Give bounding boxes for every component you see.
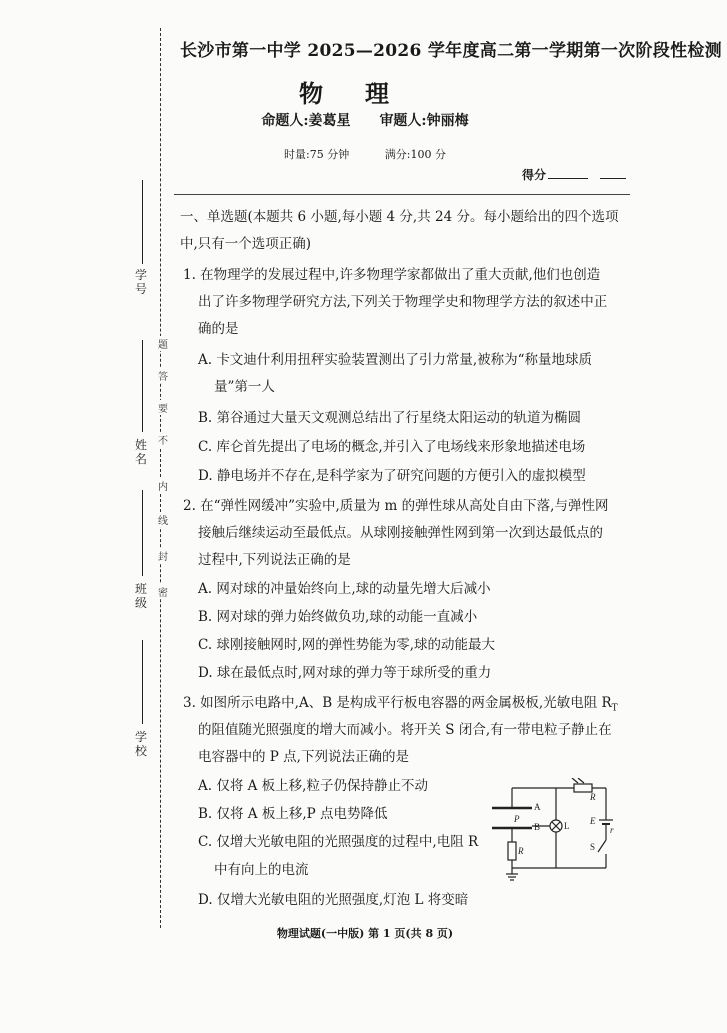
seal-char: 密 [156,584,170,599]
section-heading: 一、单选题(本题共 6 小题,每小题 4 分,共 24 分。每小题给出的四个选项 [180,209,619,225]
question-3-option-a: A. 仅将 A 板上移,粒子仍保持静止不动 [198,778,428,794]
time-info [180,146,550,162]
seal-char: 内 [156,478,170,493]
question-3-stem [183,694,623,718]
label-r: R [518,846,524,856]
question-3-stem-text: 3. 如图所示电路中,A、B 是构成平行板电容器的两金属极板,光敏电阻 R [183,695,612,711]
seal-char: 要 [156,400,170,415]
question-2-stem: 2. 在“弹性网缓冲”实验中,质量为 m 的弹性球从高处自由下落,与弹性网 [183,498,609,514]
reviewer-name: 审题人:钟丽梅 [379,113,469,129]
question-3-stem: 的阻值随光照强度的增大而减小。将开关 S 闭合,有一带电粒子静止在 [198,722,612,738]
resistor-r [508,842,516,860]
question-1-option-b: B. 第谷通过大量天文观测总结出了行星绕太阳运动的轨道为椭圆 [198,410,582,426]
school-line [142,640,143,724]
label-p: P [514,814,520,824]
score-blank[interactable] [548,178,588,179]
exam-title: 长沙市第一中学 2025—2026 学年度高二第一学期第一次阶段性检测 [180,41,722,61]
switch-s [598,840,606,852]
seal-char: 题 [156,336,170,351]
student-id-label: 学 号 [134,268,147,296]
seal-char: 线 [156,512,170,527]
name-label: 姓 名 [134,438,147,466]
section-heading-cont: 中,只有一个选项正确) [180,236,312,252]
question-2-stem: 过程中,下列说法正确的是 [198,552,351,568]
seal-char: 不 [156,432,170,447]
question-1-stem: 出了许多物理学研究方法,下列关于物理学史和物理学方法的叙述中正 [198,294,608,310]
question-3-option-c-cont: 中有向上的电流 [214,862,309,878]
light-arrow [572,778,578,783]
author-name: 命题人:姜葛星 [261,113,351,129]
question-2-stem: 接触后继续运动至最低点。从球刚接触弹性网到第一次到达最低点的 [198,525,603,541]
rt-subscript: T [611,703,618,714]
label-s: S [590,842,596,852]
score-field [522,166,626,183]
score-blank-2[interactable] [600,178,626,179]
photoresistor-rt [574,784,592,792]
question-3-option-c: C. 仅增大光敏电阻的光照强度的过程中,电阻 R [198,834,479,850]
question-1-option-d: D. 静电场并不存在,是科学家为了研究问题的方便引入的虚拟模型 [198,468,586,484]
score-label: 得分 [522,168,547,182]
seal-char: 答 [156,368,170,383]
question-3-option-b: B. 仅将 A 板上移,P 点电势降低 [198,806,388,822]
question-2-option-a: A. 网对球的冲量始终向上,球的动量先增大后减小 [198,581,491,597]
page-footer: 物理试题(一中版) 第 1 页(共 8 页) [276,927,454,940]
label-e: E [590,816,596,826]
circuit-diagram [486,778,616,888]
question-1-stem: 1. 在物理学的发展过程中,许多物理学家都做出了重大贡献,他们也创造 [183,267,601,283]
question-2-option-d: D. 球在最低点时,网对球的弹力等于球所受的重力 [198,665,492,681]
school-label: 学 校 [134,730,147,758]
label-internal-r: r [610,825,614,835]
question-2-option-b: B. 网对球的弹力始终做负功,球的动能一直减小 [198,609,478,625]
student-id-line [142,180,143,264]
authors-line [180,110,550,130]
label-rt: R [590,792,596,802]
light-arrow-2 [578,778,584,783]
label-b: B [534,822,541,832]
class-line [142,490,143,576]
full-score: 满分:100 分 [384,148,446,161]
label-l: L [564,821,570,831]
label-a: A [534,802,541,812]
seal-char: 封 [156,548,170,563]
name-line [142,340,143,432]
question-1-stem: 确的是 [198,321,239,337]
question-3-option-d: D. 仅增大光敏电阻的光照强度,灯泡 L 将变暗 [198,892,469,908]
header-divider [174,194,630,195]
question-1-option-a: A. 卡文迪什利用扭秤实验装置测出了引力常量,被称为“称量地球质 [198,352,593,368]
subject-title: 物理 [299,79,431,108]
question-1-option-c: C. 库仑首先提出了电场的概念,并引入了电场线来形象地描述电场 [198,439,586,455]
time-limit: 时量:75 分钟 [284,148,350,161]
question-1-option-a-cont: 量”第一人 [214,379,275,395]
question-2-option-c: C. 球刚接触网时,网的弹性势能为零,球的动能最大 [198,637,496,653]
question-3-stem: 电容器中的 P 点,下列说法正确的是 [198,749,409,765]
class-label: 班 级 [134,582,147,610]
